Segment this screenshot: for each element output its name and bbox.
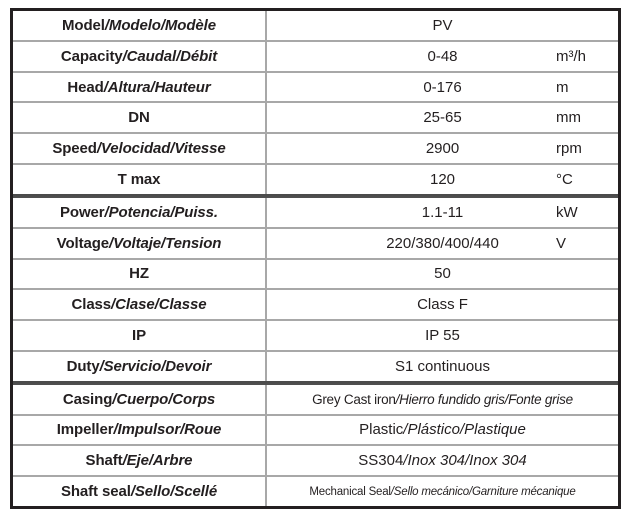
spec-value bbox=[423, 79, 461, 96]
spec-value-cell bbox=[267, 446, 618, 475]
spec-label-english: Capacity bbox=[60, 47, 123, 65]
spec-value-english: Plastic bbox=[359, 421, 404, 439]
spec-value-translations: /Plástico/Plastique bbox=[403, 421, 526, 439]
spec-value-english: 1.1-11 bbox=[421, 203, 464, 221]
spec-value bbox=[423, 109, 461, 126]
table-row bbox=[13, 381, 618, 414]
spec-label-english: Voltage bbox=[56, 234, 110, 252]
table-row bbox=[13, 414, 618, 445]
spec-label-cell bbox=[13, 290, 267, 319]
spec-label bbox=[67, 79, 210, 96]
spec-value-cell bbox=[267, 165, 618, 194]
spec-label bbox=[128, 109, 149, 126]
spec-label bbox=[67, 358, 212, 375]
spec-label-cell bbox=[13, 198, 267, 227]
spec-label-english: Shaft seal bbox=[60, 483, 131, 501]
spec-label-translations: /Impulsor/Roue bbox=[113, 421, 222, 439]
spec-label-cell bbox=[13, 103, 267, 132]
spec-value-cell bbox=[267, 73, 618, 102]
spec-value bbox=[395, 358, 490, 375]
spec-value-translations: /Hierro fundido gris/Fonte grise bbox=[395, 391, 573, 407]
spec-label-cell bbox=[13, 352, 267, 381]
spec-label-translations: /Modelo/Modèle bbox=[104, 16, 216, 34]
spec-label-cell bbox=[13, 321, 267, 350]
spec-label-english: DN bbox=[128, 109, 150, 127]
spec-label bbox=[129, 265, 149, 282]
spec-unit: V bbox=[556, 234, 567, 252]
spec-label-translations: /Altura/Hauteur bbox=[103, 78, 211, 96]
spec-value-cell bbox=[267, 134, 618, 163]
spec-unit: m bbox=[556, 78, 569, 96]
spec-label-translations: /Servicio/Devoir bbox=[99, 357, 212, 375]
table-row bbox=[13, 475, 618, 506]
spec-label-english: Shaft bbox=[85, 452, 123, 470]
spec-value bbox=[426, 140, 459, 157]
spec-label-cell bbox=[13, 477, 267, 506]
spec-value bbox=[430, 171, 455, 188]
table-row bbox=[13, 40, 618, 71]
spec-unit: °C bbox=[556, 170, 573, 188]
spec-label-english: Model bbox=[62, 16, 105, 34]
spec-value-english: 0-176 bbox=[423, 78, 462, 96]
spec-value bbox=[386, 235, 499, 252]
spec-value-english: 0-48 bbox=[427, 47, 458, 65]
spec-label-cell bbox=[13, 229, 267, 258]
spec-unit: rpm bbox=[556, 140, 582, 158]
spec-label bbox=[118, 171, 161, 188]
spec-value bbox=[417, 296, 468, 313]
spec-label-cell bbox=[13, 134, 267, 163]
spec-label-cell bbox=[13, 385, 267, 414]
spec-label-cell bbox=[13, 416, 267, 445]
spec-value-english: 2900 bbox=[425, 140, 460, 158]
spec-value bbox=[425, 327, 460, 344]
spec-value bbox=[312, 392, 573, 407]
spec-value-english: Class F bbox=[417, 296, 468, 314]
spec-value-cell bbox=[267, 260, 618, 289]
spec-label-cell bbox=[13, 446, 267, 475]
spec-value bbox=[432, 17, 452, 34]
spec-value-english: SS304 bbox=[358, 452, 404, 470]
spec-value-cell bbox=[267, 42, 618, 71]
spec-value-english: S1 continuous bbox=[394, 357, 491, 375]
spec-value bbox=[358, 452, 526, 469]
table-row bbox=[13, 444, 618, 475]
table-row bbox=[13, 258, 618, 289]
spec-value-english: PV bbox=[432, 16, 453, 34]
spec-label-english: IP bbox=[132, 327, 146, 345]
spec-value bbox=[427, 48, 457, 65]
spec-label-english: Head bbox=[67, 78, 104, 96]
spec-label-english: Power bbox=[60, 203, 105, 221]
table-row bbox=[13, 319, 618, 350]
spec-value bbox=[359, 421, 526, 438]
spec-value-cell bbox=[267, 477, 618, 506]
spec-value-cell bbox=[267, 103, 618, 132]
spec-label bbox=[63, 391, 215, 408]
spec-unit: m³/h bbox=[556, 47, 586, 65]
spec-value-english: 25-65 bbox=[423, 109, 462, 127]
spec-label-translations: /Sello/Scellé bbox=[130, 483, 218, 501]
spec-value bbox=[309, 486, 575, 498]
spec-label bbox=[72, 296, 207, 313]
spec-label-cell bbox=[13, 73, 267, 102]
spec-label bbox=[61, 48, 217, 65]
spec-value-cell bbox=[267, 385, 618, 414]
spec-label bbox=[61, 483, 217, 500]
table-row bbox=[13, 163, 618, 194]
spec-label-translations: /Potencia/Puiss. bbox=[104, 203, 218, 221]
spec-value-english: IP 55 bbox=[425, 327, 460, 345]
spec-value-translations: /Sello mecánico/Garniture mécanique bbox=[390, 485, 576, 498]
spec-value-cell bbox=[267, 290, 618, 319]
spec-value-translations: /Inox 304/Inox 304 bbox=[403, 452, 527, 470]
spec-label-english: Class bbox=[71, 296, 112, 314]
spec-value-english: 50 bbox=[434, 265, 451, 283]
spec-value-english: 120 bbox=[429, 170, 456, 188]
spec-label-translations: /Clase/Classe bbox=[111, 296, 207, 314]
spec-label-english: Casing bbox=[62, 390, 113, 408]
spec-label-translations: /Eje/Arbre bbox=[122, 452, 193, 470]
table-row bbox=[13, 350, 618, 381]
table-row bbox=[13, 194, 618, 227]
spec-label-cell bbox=[13, 165, 267, 194]
spec-label bbox=[60, 204, 218, 221]
spec-label-english: Impeller bbox=[56, 421, 114, 439]
spec-value-cell bbox=[267, 416, 618, 445]
spec-label-english: T max bbox=[117, 170, 161, 188]
pump-spec-table bbox=[10, 8, 621, 509]
spec-label bbox=[86, 452, 193, 469]
spec-value-english: Grey Cast iron bbox=[312, 391, 396, 407]
spec-label bbox=[132, 327, 146, 344]
spec-unit: mm bbox=[556, 109, 581, 127]
table-row bbox=[13, 227, 618, 258]
spec-label-translations: /Caudal/Débit bbox=[122, 47, 218, 65]
spec-value-english: 220/380/400/440 bbox=[386, 234, 499, 252]
spec-label-cell bbox=[13, 260, 267, 289]
spec-label bbox=[62, 17, 216, 34]
spec-label-translations: /Voltaje/Tension bbox=[109, 234, 222, 252]
spec-label-cell bbox=[13, 42, 267, 71]
spec-value bbox=[422, 204, 463, 221]
spec-unit: kW bbox=[556, 203, 578, 221]
spec-label-translations: /Cuerpo/Corps bbox=[112, 390, 216, 408]
spec-value-english: Mechanical Seal bbox=[309, 485, 391, 498]
table-row bbox=[13, 132, 618, 163]
table-row bbox=[13, 101, 618, 132]
spec-value-cell bbox=[267, 11, 618, 40]
spec-value-cell bbox=[267, 198, 618, 227]
spec-label-english: Speed bbox=[52, 140, 97, 158]
spec-label bbox=[57, 421, 222, 438]
spec-label bbox=[52, 140, 225, 157]
table-row bbox=[13, 288, 618, 319]
spec-value-cell bbox=[267, 321, 618, 350]
spec-value-cell bbox=[267, 352, 618, 381]
table-row bbox=[13, 11, 618, 40]
spec-label bbox=[57, 235, 222, 252]
table-row bbox=[13, 71, 618, 102]
spec-value-cell bbox=[267, 229, 618, 258]
spec-label-english: Duty bbox=[66, 357, 100, 375]
spec-label-translations: /Velocidad/Vitesse bbox=[96, 140, 226, 158]
spec-label-english: HZ bbox=[129, 265, 149, 283]
spec-value bbox=[434, 265, 451, 282]
spec-label-cell bbox=[13, 11, 267, 40]
